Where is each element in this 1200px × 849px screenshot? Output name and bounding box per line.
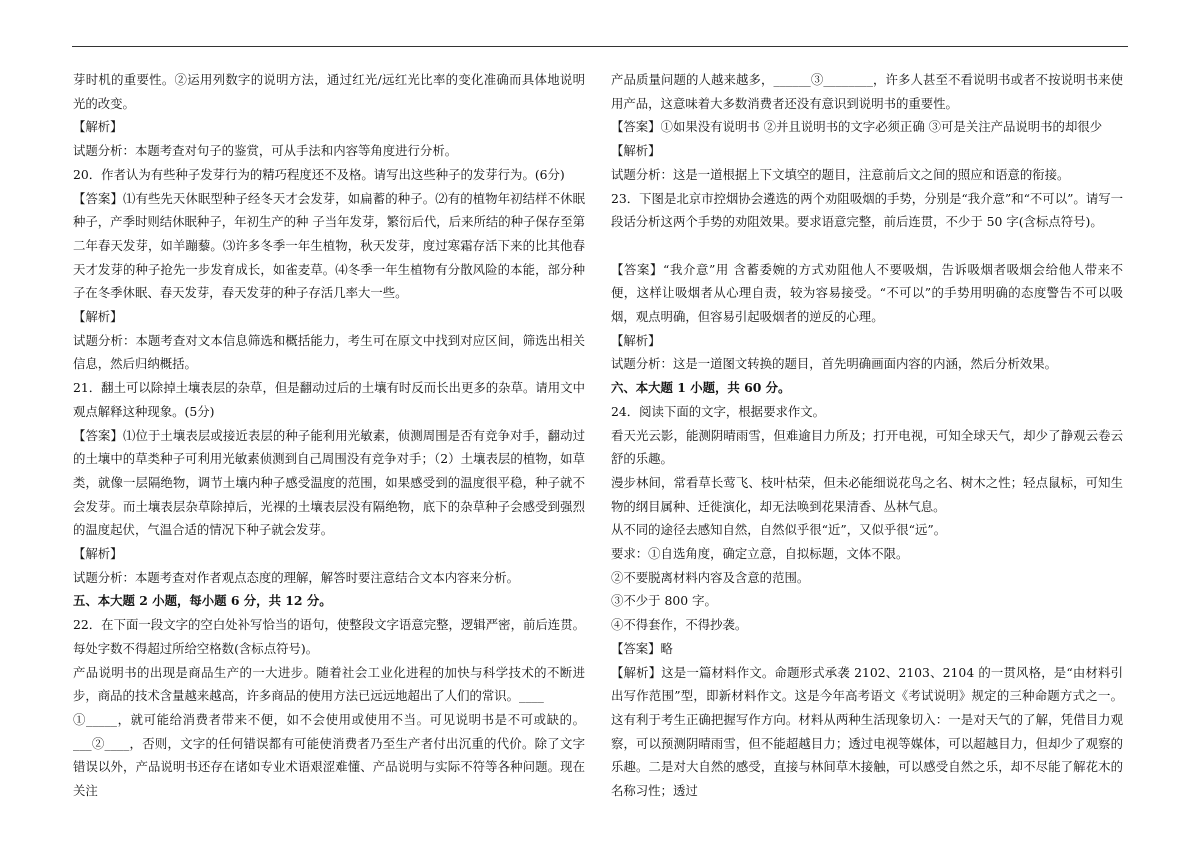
paragraph: ②不要脱离材料内容及含意的范围。: [611, 569, 810, 585]
paragraph: 产品说明书的出现是商品生产的一大进步。随着社会工业化进程的加快与科学技术的不断进步，商品的技术含量越来越高，许多商品的使用方法已远远地超出了人们的常识。____: [73, 664, 585, 704]
figure-placeholder: [611, 234, 1123, 258]
paragraph: 【解析】: [611, 143, 661, 159]
paragraph: 五、本大题 2 小题，每小题 6 分，共 12 分。: [73, 593, 332, 609]
paragraph: 从不同的途径去感知自然，自然似乎很“近”，又似乎很“远”。: [611, 522, 947, 538]
paragraph: 试题分析：这是一道图文转换的题目，首先明确画面内容的内涵，然后分析效果。: [611, 356, 1058, 372]
paragraph: 23．下图是北京市控烟协会遴选的两个劝阻吸烟的手势，分别是“我介意”和“不可以”。请写一段话分析这两个手势的劝阻效果。要求语意完整，前后连贯，不少于 50 字(含标点符号)。: [611, 190, 1123, 230]
paragraph: 【答案】①如果没有说明书 ②并且说明书的文字必须正确 ③可是关注产品说明书的却很少: [611, 119, 1103, 135]
paragraph: 要求：①自选角度，确定立意，自拟标题，文体不限。: [611, 546, 909, 562]
paragraph: 看天光云影，能测阴晴雨雪，但难逾目力所及；打开电视，可知全球天气，却少了静观云卷云舒的乐趣。: [611, 427, 1123, 467]
paragraph: 【答案】“我介意”用 含蓄委婉的方式劝阻他人不要吸烟，告诉吸烟者吸烟会给他人带来不便，这样让吸烟者从心理自责，较为容易接受。“不可以”的手势用明确的态度警告不可以吸烟，观点明确，但容易引起吸烟者的逆反的心理。: [611, 261, 1123, 325]
paragraph: 产品质量问题的人越来越多，______③________，许多人甚至不看说明书或者不按说明书来使用产品，这意味着大多数消费者还没有意识到说明书的重要性。: [611, 72, 1123, 111]
paragraph: 芽时机的重要性。②运用列数字的说明方法，通过红光/远红光比率的变化准确而具体地说明光的改变。: [73, 72, 585, 111]
paragraph: 【解析】: [73, 119, 123, 135]
paragraph: 试题分析：这是一道根据上下文填空的题目，注意前后文之间的照应和语意的衔接。: [611, 166, 1070, 182]
paragraph: 【解析】: [611, 332, 661, 348]
paragraph: 20．作者认为有些种子发芽行为的精巧程度还不及格。请写出这些种子的发芽行为。(6分): [73, 166, 565, 182]
paragraph: 22．在下面一段文字的空白处补写恰当的语句，使整段文字语意完整，逻辑严密，前后连贯。每处字数不得超过所给空格数(含标点符号)。: [73, 617, 585, 656]
paragraph: 24．阅读下面的文字，根据要求作文。: [611, 403, 826, 419]
right-column: [611, 68, 1123, 803]
paragraph: 【答案】⑴位于土壤表层或接近表层的种子能利用光敏素，侦测周围是否有竞争对手，翻动过的土壤中的草类种子可利用光敏素侦测到自己周围没有竞争对手；（2）土壤表层的植物，如草类，就像一层隔绝物，调节土壤内种子感受温度的范围，如果感受到的温度很平稳，种子就不会发芽。而土壤表层杂草除掉后，光裸的土壤表层没有隔绝物，底下的杂草种子会感受到强烈的温度起伏，气温合适的情况下种子就会发芽。: [73, 427, 585, 538]
paragraph: 试题分析：本题考查对文本信息筛选和概括能力，考生可在原文中找到对应区间，筛选出相关信息，然后归纳概括。: [73, 332, 585, 372]
paragraph: 【解析】: [73, 309, 123, 325]
paragraph: 【答案】⑴有些先天休眠型种子经冬天才会发芽，如扁蓄的种子。⑵有的植物年初结样不休眠种子，产季时则结休眠种子，年初生产的种 子当年发芽，繁衍后代，后来所结的种子保存至第二年春天发芽，如羊蹦藜。⑶许多冬季一年生植物，秋天发芽，度过寒霜存活下来的比其他春天才发芽的种子抢先一步发育成长，如雀麦草。⑷冬季一年生植物有分散风险的本能，部分种子在冬季休眠、春天发芽，春天发芽的种子存活几率大一些。: [73, 190, 585, 301]
paragraph: ①_____，就可能给消费者带来不便，如不会使用或使用不当。可见说明书是不可或缺的。___②____，否则，文字的任何错误都有可能使消费者乃至生产者付出沉重的代价。除了文字错误以外，产品说明书还存在诸如专业术语艰涩难懂、产品说明与实际不符等各种问题。现在关注: [73, 711, 585, 799]
paragraph: 六、本大题 1 小题，共 60 分。: [611, 380, 791, 396]
paragraph: ③不少于 800 字。: [611, 593, 717, 609]
left-column: [73, 68, 585, 803]
paragraph: ④不得套作，不得抄袭。: [611, 617, 748, 633]
paragraph: 21．翻土可以除掉土壤表层的杂草，但是翻动过后的土壤有时反而长出更多的杂草。请用文中观点解释这种现象。(5分): [73, 380, 585, 419]
paragraph: 【解析】这是一篇材料作文。命题形式承袭 2102、2103、2104 的一贯风格，是“由材料引出写作范围”型，即新材料作文。这是今年高考语文《考试说明》规定的三种命题方式之一。这有利于考生正确把握写作方向。材料从两种生活现象切入：一是对天气的了解，凭借目力观察，可以预测阴晴雨雪，但不能超越目力；透过电视等媒体，可以超越目力，但却少了观察的乐趣。二是对大自然的感受，直接与林间草木接触，可以感受自然之乐，却不尽能了解花木的名称习性；透过: [611, 664, 1123, 799]
paragraph: 漫步林间，常看草长莺飞、枝叶枯荣，但未必能细说花鸟之名、树木之性；轻点鼠标，可知生物的纲目属种、迁徙演化，却无法唤到花果清香、丛林气息。: [611, 474, 1123, 514]
header-rule: [72, 46, 1128, 47]
paragraph: 试题分析：本题考查对句子的鉴赏，可从手法和内容等角度进行分析。: [73, 143, 458, 159]
paragraph: 【解析】: [73, 546, 123, 562]
paragraph: 【答案】略: [611, 640, 673, 656]
paragraph: 试题分析：本题考查对作者观点态度的理解，解答时要注意结合文本内容来分析。: [73, 569, 520, 585]
